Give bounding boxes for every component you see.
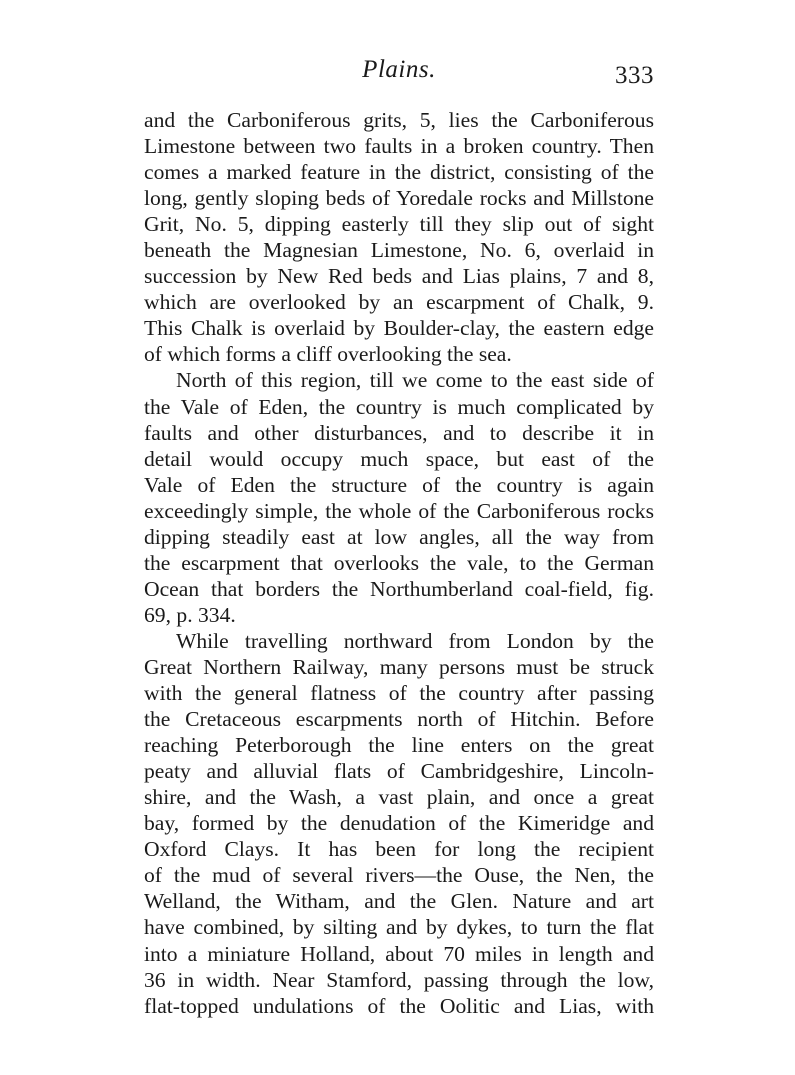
text-line: of the mud of several rivers—the Ouse, the Nen, the: [144, 863, 654, 888]
text-line: flat-topped undulations of the Oolitic and Lias, with: [144, 993, 654, 1018]
text-line: have combined, by silting and by dykes, to turn the flat: [144, 915, 654, 940]
text-line: 36 in width. Near Stamford, passing through the low,: [144, 967, 654, 992]
paragraph-last-line: 69, p. 334.: [144, 602, 236, 627]
text-line: reaching Peterborough the line enters on the great: [144, 733, 654, 758]
text-line: peaty and alluvial flats of Cambridgeshire, Lincoln-: [144, 759, 654, 784]
text-line: bay, formed by the denudation of the Kimeridge and: [144, 811, 654, 836]
text-line: Welland, the Witham, and the Glen. Nature and art: [144, 889, 654, 914]
text-line: with the general flatness of the country after passing: [144, 681, 654, 706]
text-line: succession by New Red beds and Lias plains, 7 and 8,: [144, 264, 654, 289]
text-line: and the Carboniferous grits, 5, lies the Carboniferous: [144, 108, 654, 132]
text-line: the Cretaceous escarpments north of Hitchin. Before: [144, 707, 654, 732]
text-line: long, gently sloping beds of Yoredale rocks and Millstone: [144, 186, 654, 211]
text-line: This Chalk is overlaid by Boulder-clay, the eastern edge: [144, 316, 654, 341]
text-line: Great Northern Railway, many persons must be struck: [144, 654, 654, 679]
text-line: Vale of Eden the structure of the country is again: [144, 472, 654, 497]
text-line: Ocean that borders the Northumberland coal-field, fig.: [144, 576, 654, 601]
text-line: shire, and the Wash, a vast plain, and once a great: [144, 785, 654, 810]
text-line: Limestone between two faults in a broken country. Then: [144, 134, 654, 159]
text-line: Oxford Clays. It has been for long the recipient: [144, 837, 654, 862]
text-line: dipping steadily east at low angles, all the way from: [144, 524, 654, 549]
running-title: Plains.: [362, 56, 436, 83]
text-line: beneath the Magnesian Limestone, No. 6, overlaid in: [144, 238, 654, 263]
paragraph-first-line: North of this region, till we come to the east side of: [176, 368, 654, 393]
body-text: [144, 107, 654, 1019]
text-line: faults and other disturbances, and to describe it in: [144, 420, 654, 445]
text-line: which are overlooked by an escarpment of Chalk, 9.: [144, 290, 654, 315]
running-head: [144, 56, 654, 96]
text-line: the Vale of Eden, the country is much complicated by: [144, 394, 654, 419]
text-line: the escarpment that overlooks the vale, to the German: [144, 550, 654, 575]
text-line: into a miniature Holland, about 70 miles in length and: [144, 941, 654, 966]
page-number: 333: [615, 62, 654, 89]
text-line: comes a marked feature in the district, consisting of the: [144, 160, 654, 185]
text-line: detail would occupy much space, but east of the: [144, 446, 654, 471]
paragraph-last-line: of which forms a cliff overlooking the sea.: [144, 342, 512, 367]
text-line: exceedingly simple, the whole of the Carboniferous rocks: [144, 498, 654, 523]
text-line: Grit, No. 5, dipping easterly till they slip out of sight: [144, 212, 654, 237]
paragraph-first-line: While travelling northward from London by the: [176, 628, 654, 653]
